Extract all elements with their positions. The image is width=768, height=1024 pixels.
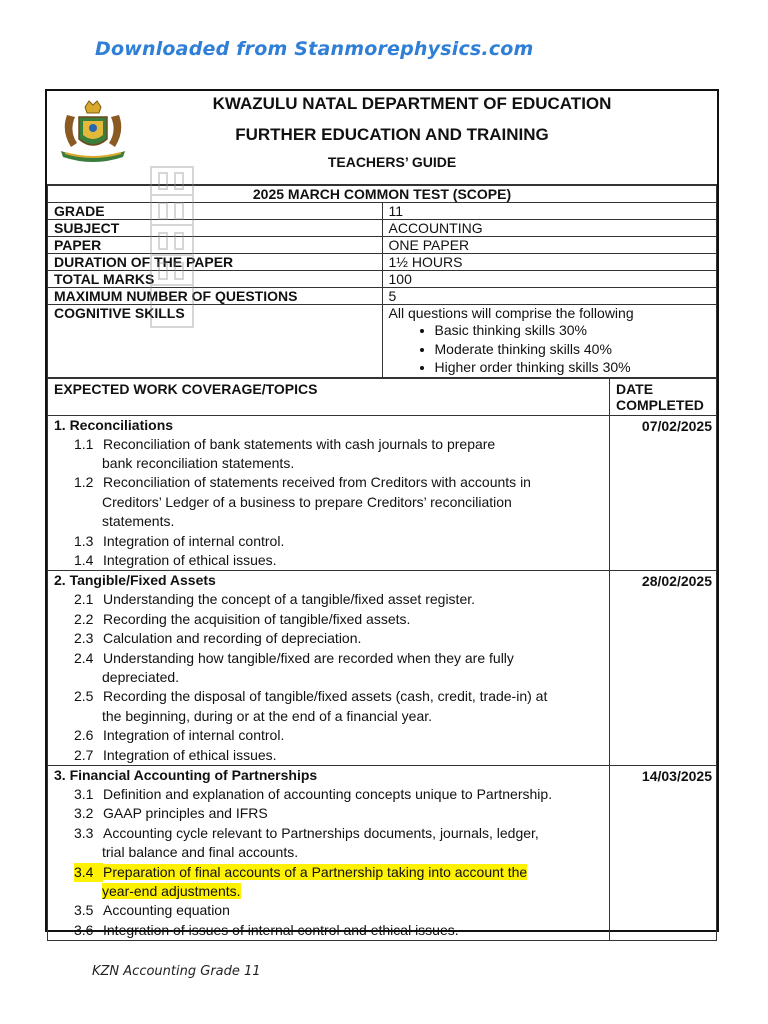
item-text: Integration of issues of internal control and ethical issues.: [103, 921, 459, 938]
info-value: 11: [382, 203, 717, 220]
item-text: trial balance and final accounts.: [102, 844, 299, 861]
column-header-label: EXPECTED WORK COVERAGE/TOPICS: [54, 380, 318, 397]
item-text: Preparation of final accounts of a Partnership taking into account the: [103, 863, 528, 880]
info-key: DURATION OF THE PAPER: [48, 254, 383, 271]
topic-item: [48, 804, 609, 823]
topic-item: [48, 551, 609, 570]
topic-item: [48, 687, 609, 706]
topic-item-continuation: [48, 882, 609, 901]
download-watermark: Downloaded from Stanmorephysics.com: [95, 38, 534, 60]
info-key: TOTAL MARKS: [48, 271, 383, 288]
topic-item: [48, 590, 609, 609]
info-key: MAXIMUM NUMBER OF QUESTIONS: [48, 288, 383, 305]
fet-heading: FURTHER EDUCATION AND TRAINING: [235, 125, 549, 144]
item-number: 3.2: [74, 805, 94, 822]
guide-heading: TEACHERS’ GUIDE: [327, 154, 457, 170]
item-number: 1.2: [74, 474, 94, 491]
topic-item-continuation: [48, 668, 609, 687]
info-value: ONE PAPER: [382, 237, 717, 254]
topic-item: [48, 610, 609, 629]
cognitive-intro: All questions will comprise the following: [388, 305, 634, 321]
item-text: bank reconciliation statements.: [102, 454, 295, 471]
topics-header-row: [48, 378, 717, 415]
info-value: ACCOUNTING: [382, 220, 717, 237]
info-value: 1½ HOURS: [382, 254, 717, 271]
info-value: 5: [382, 288, 717, 305]
topic-item: [48, 532, 609, 551]
topic-item-continuation: [48, 454, 609, 473]
topic-section-row: [48, 415, 717, 571]
topic-item: [48, 824, 609, 843]
date-cell: [610, 571, 717, 766]
test-title: 2025 MARCH COMMON TEST (SCOPE): [48, 186, 717, 203]
item-text: Integration of ethical issues.: [103, 551, 277, 568]
topic-item: [48, 785, 609, 804]
topic-section: [48, 766, 610, 941]
item-text: depreciated.: [102, 668, 180, 685]
item-text: Integration of internal control.: [103, 532, 285, 549]
tower-watermark-icon: [141, 165, 203, 331]
date-completed: 28/02/2025: [641, 573, 712, 590]
item-text: GAAP principles and IFRS: [103, 805, 268, 822]
item-text: Recording the acquisition of tangible/fixed assets.: [103, 610, 411, 627]
section-title: 3. Financial Accounting of Partnerships: [54, 767, 318, 783]
date-completed: 07/02/2025: [641, 417, 712, 434]
topics-table: [47, 378, 717, 942]
item-number: 3.3: [74, 824, 94, 841]
list-item: • Basic thinking skills 30%: [435, 321, 711, 340]
topic-item-continuation: [48, 512, 609, 531]
date-completed: 14/03/2025: [641, 768, 712, 784]
topic-item: [48, 726, 609, 745]
item-text: Understanding the concept of a tangible/fixed asset register.: [103, 591, 476, 608]
item-number: 2.4: [74, 649, 94, 666]
item-text: Reconciliation of statements received from Creditors with accounts in: [103, 474, 531, 491]
item-text: Recording the disposal of tangible/fixed assets (cash, credit, trade-in) at: [103, 688, 548, 705]
item-number: 3.5: [74, 902, 94, 919]
topic-section: [48, 415, 610, 571]
date-cell: [610, 766, 717, 941]
topic-item: [48, 921, 609, 940]
item-text: Creditors’ Ledger of a business to prepare Creditors’ reconciliation: [102, 493, 512, 510]
topic-section-row: [48, 766, 717, 941]
info-key: SUBJECT: [48, 220, 383, 237]
item-text: Definition and explanation of accounting concepts unique to Partnership.: [103, 786, 553, 802]
item-text: Calculation and recording of depreciation.: [103, 630, 362, 647]
topics-column-header: [48, 378, 610, 415]
item-text: Integration of ethical issues.: [103, 746, 277, 763]
item-number: 2.7: [74, 746, 94, 763]
section-title: 2. Tangible/Fixed Assets: [54, 572, 216, 589]
item-text: Accounting cycle relevant to Partnerships documents, journals, ledger,: [103, 824, 539, 841]
department-heading: KWAZULU NATAL DEPARTMENT OF EDUCATION: [212, 94, 612, 113]
item-number: 1.3: [74, 532, 94, 549]
item-text: Accounting equation: [103, 902, 230, 919]
item-text: Reconciliation of bank statements with cash journals to prepare: [103, 435, 496, 452]
topic-item: [48, 473, 609, 492]
topic-item-continuation: [48, 493, 609, 512]
info-key: GRADE: [48, 203, 383, 220]
item-number: 1.4: [74, 551, 94, 568]
item-number: 2.1: [74, 591, 94, 608]
topic-item: [48, 901, 609, 920]
info-value: 100: [382, 271, 717, 288]
list-item: • Higher order thinking skills 30%: [435, 358, 711, 377]
item-text: statements.: [102, 513, 175, 530]
list-item: • Moderate thinking skills 40%: [435, 340, 711, 359]
item-number: 2.2: [74, 610, 94, 627]
document-frame: [45, 89, 719, 938]
column-header-label: COMPLETED: [616, 396, 704, 413]
item-text: Integration of internal control.: [103, 727, 285, 744]
cognitive-list: [389, 321, 711, 377]
item-text: Understanding how tangible/fixed are recorded when they are fully: [103, 649, 514, 666]
date-column-header: [610, 378, 717, 415]
item-number: 1.1: [74, 435, 94, 452]
page-footer: KZN Accounting Grade 11: [92, 964, 261, 979]
item-text: year-end adjustments.: [102, 883, 241, 900]
info-key: PAPER: [48, 237, 383, 254]
item-number: 3.6: [74, 921, 94, 938]
topic-section: [48, 571, 610, 766]
date-cell: [610, 415, 717, 571]
column-header-label: DATE: [616, 380, 654, 397]
topic-section-row: [48, 571, 717, 766]
section-title: 1. Reconciliations: [54, 416, 174, 433]
topic-item: [48, 649, 609, 668]
topic-item: [48, 435, 609, 454]
item-number: 3.1: [74, 786, 94, 802]
item-number: 2.3: [74, 630, 94, 647]
topic-item: [48, 746, 609, 765]
topic-item-continuation: [48, 707, 609, 726]
item-text: the beginning, during or at the end of a financial year.: [102, 707, 433, 724]
topic-item: [48, 863, 609, 882]
document-header: [47, 91, 717, 185]
cognitive-value: [382, 305, 717, 378]
item-number: 2.6: [74, 727, 94, 744]
item-number: 2.5: [74, 688, 94, 705]
topic-item-continuation: [48, 843, 609, 862]
topic-item: [48, 629, 609, 648]
info-key: COGNITIVE SKILLS: [48, 305, 383, 378]
item-number: 3.4: [74, 863, 103, 882]
